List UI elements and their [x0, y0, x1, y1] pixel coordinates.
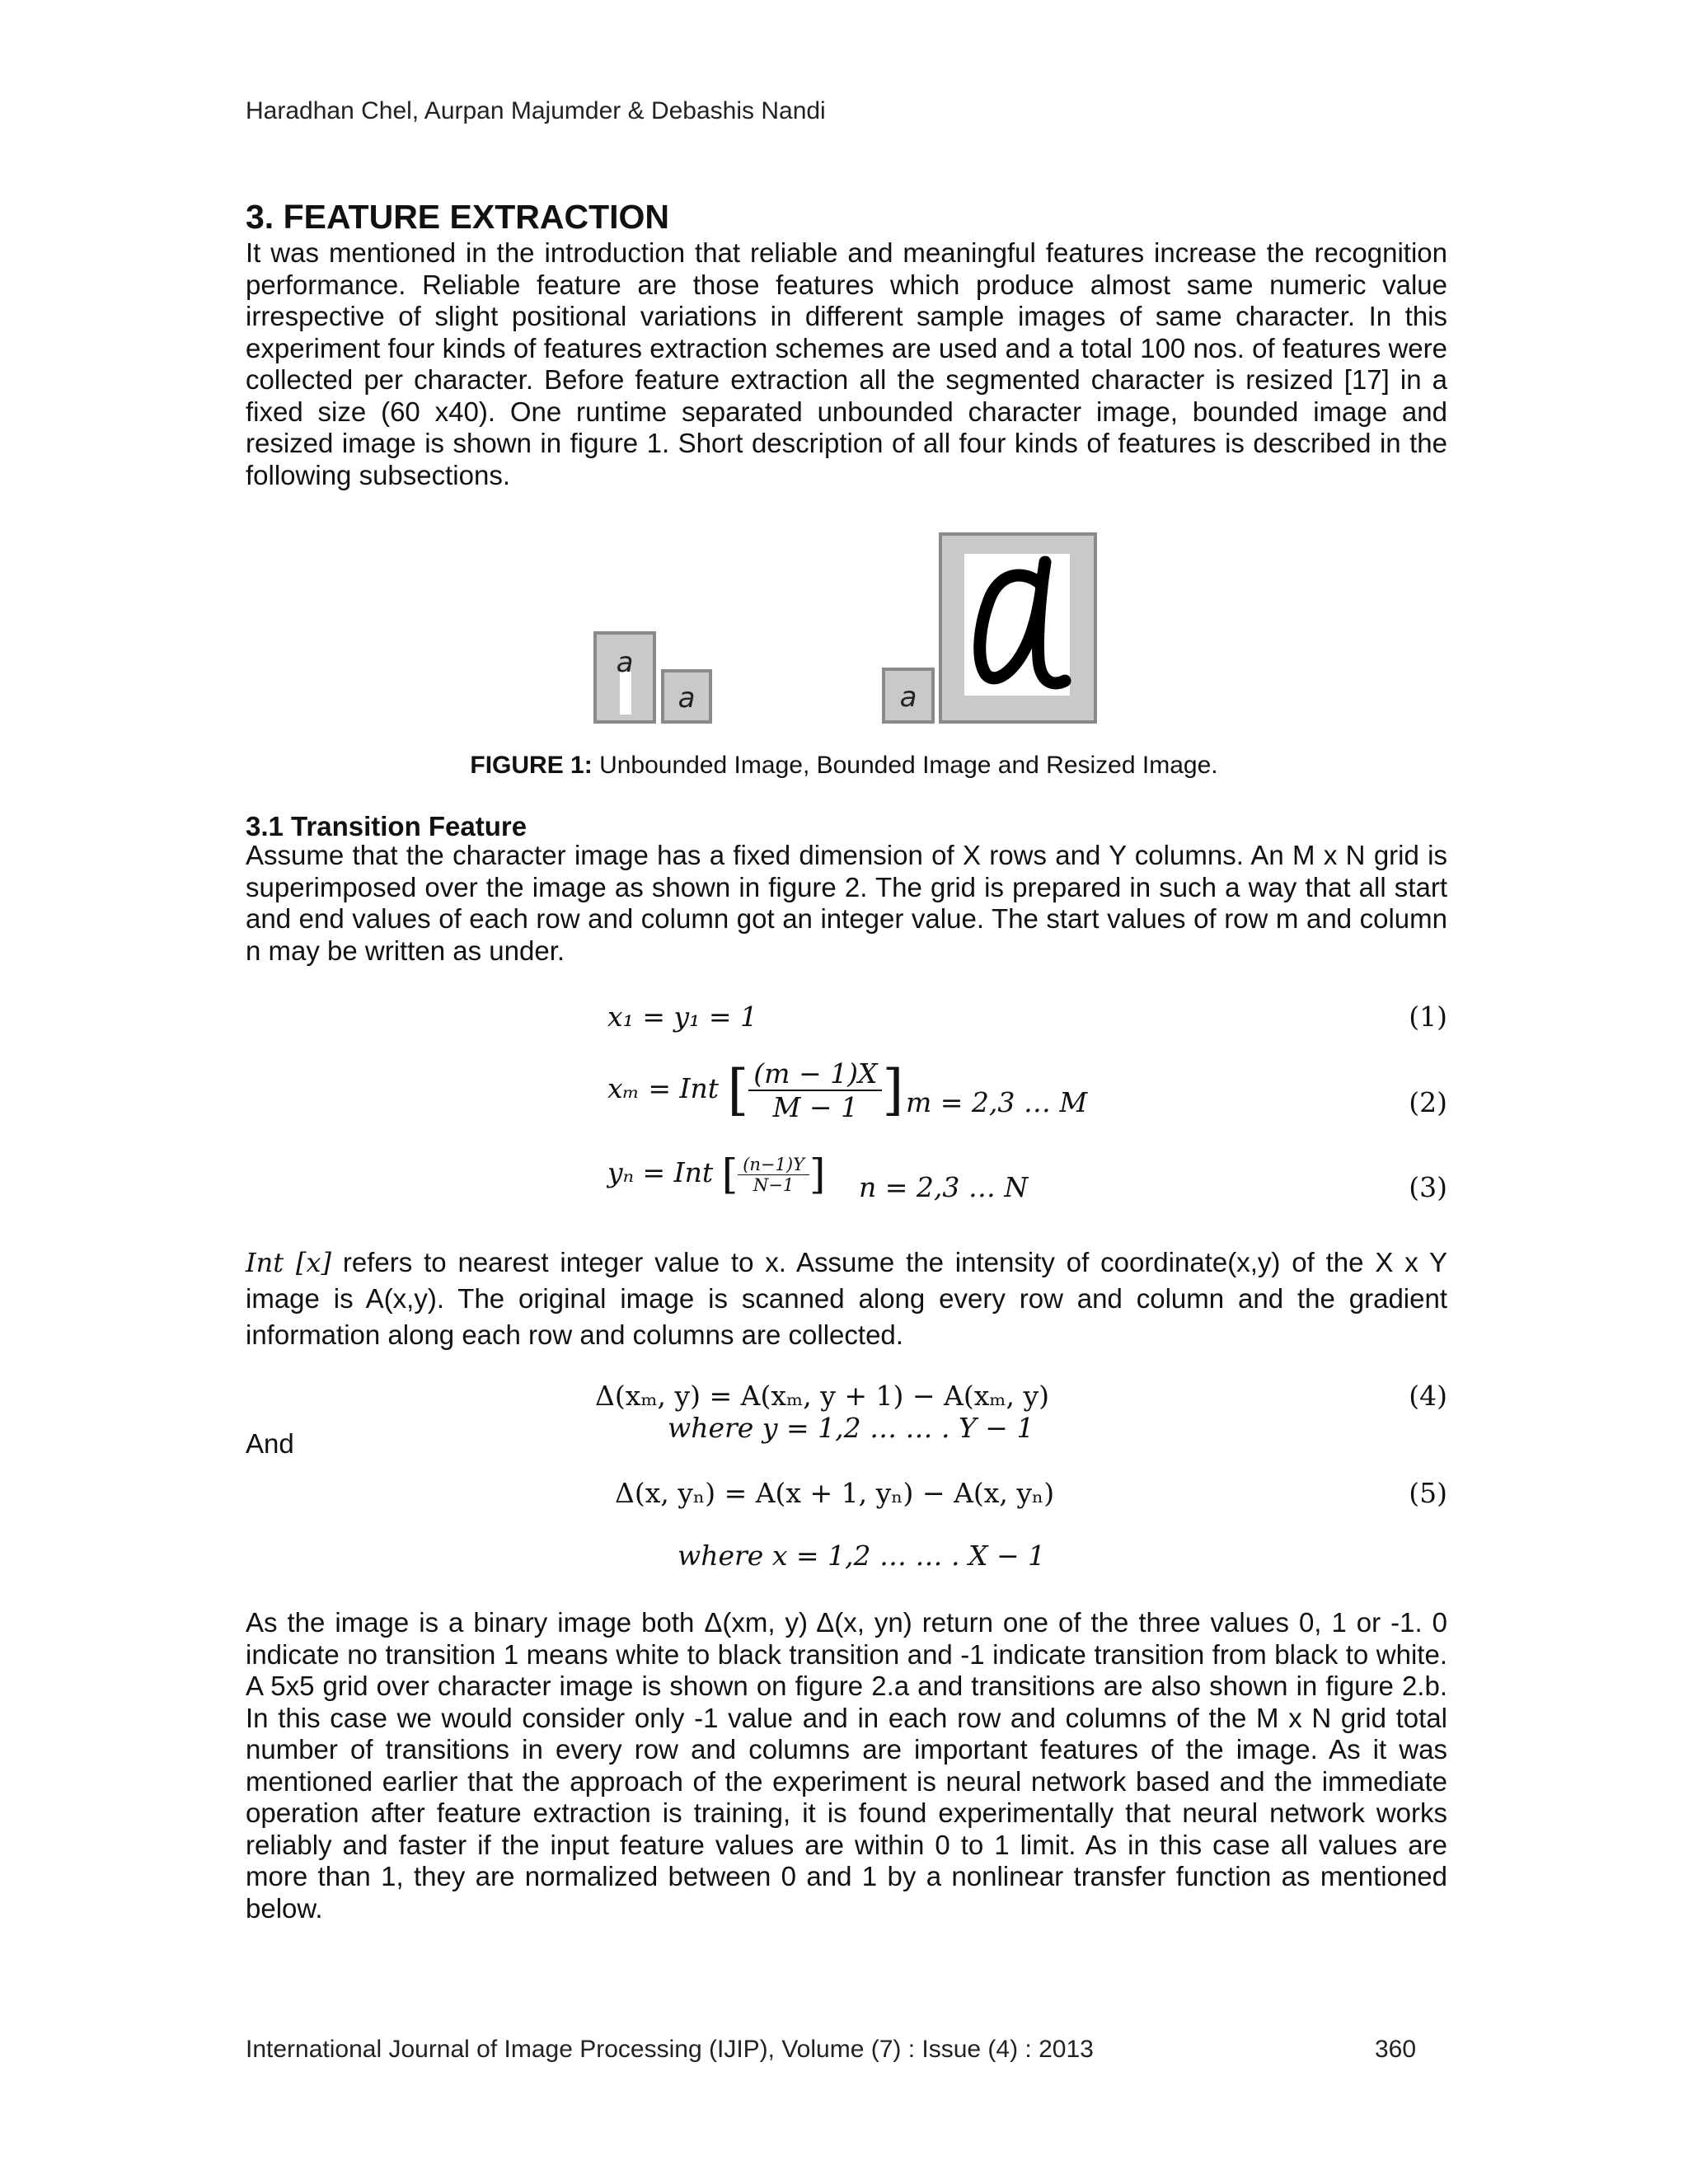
bounded-image [663, 671, 710, 722]
caption-label: FIGURE 1: [470, 752, 593, 779]
eq3-right-bracket: ] [809, 1151, 826, 1198]
unbounded-image [595, 633, 654, 722]
eq3-numerator: (n−1)Y [738, 1155, 809, 1175]
equation-3-range: n = 2,3 … N [859, 1171, 1029, 1203]
running-header: Haradhan Chel, Aurpan Majumder & Debashis Nandi [246, 97, 826, 124]
page-number: 360 [1375, 2036, 1417, 2063]
resized-image [940, 534, 1095, 722]
equation-4: Δ(xₘ, y) = A(xₘ, y + 1) − A(xₘ, y) [595, 1380, 1050, 1412]
section-paragraph-intro: It was mentioned in the introduction that reliable and meaningful features increase the recognition performance. Reliable feature are those features which produce almost same numeric value irrespective of slight positional variations in different sample images of same character. In this experiment four kinds of features extraction schemes are used and a total 100 nos. of features were collected per character. Before feature extraction all the segmented character is resized [17] in a fixed size (60 x40). One runtime separated unbounded character image, bounded image and resized image is shown in figure 1. Short description of all four kinds of features is described in the following subsections. [246, 237, 1447, 490]
equation-1: x₁ = y₁ = 1 [607, 1001, 757, 1033]
equation-2-range: m = 2,3 … M [906, 1086, 1088, 1118]
eq2-numerator: (m − 1)X [748, 1057, 882, 1091]
eq2-left-bracket: [ [727, 1058, 749, 1122]
bounded-glyph: a [678, 682, 696, 715]
section-title: 3. FEATURE EXTRACTION [246, 198, 670, 236]
bounded-image-small [884, 669, 933, 722]
equation-1-number: (1) [1409, 1001, 1447, 1033]
equation-4-number: (4) [1409, 1380, 1447, 1412]
bounded-small-glyph: a [899, 681, 917, 714]
and-label: And [246, 1428, 294, 1459]
subsection-paragraph-3: As the image is a binary image both Δ(xm, y) Δ(x, yn) return one of the three values 0, 1 or -1. 0 indicate no transition 1 means white to black transition and -1 indicate transition from black to white. A 5x5 grid over character image is shown on figure 2.a and transitions are also shown in figure 2.b. In this case we would consider only -1 value and in each row and columns of the M x N grid total number of transitions in every row and columns are important features of the image. As it was mentioned earlier that the approach of the experiment is neural network based and the immediate operation after feature extraction is training, it is found experimentally that neural network works reliably and faster if the input feature values are within 0 to 1 limit. As in this case all values are more than 1, they are normalized between 0 and 1 by a nonlinear transfer function as mentioned below. [246, 1607, 1447, 1924]
equation-5-number: (5) [1409, 1477, 1447, 1509]
equation-5-where: where x = 1,2 … … . X − 1 [678, 1540, 1046, 1572]
eq3-denominator: N−1 [753, 1174, 795, 1195]
eq3-left-bracket: [ [721, 1151, 738, 1198]
footer-journal: International Journal of Image Processing (IJIP), Volume (7) : Issue (4) : 2013 [246, 2036, 1094, 2063]
unbounded-glyph: a [616, 646, 634, 679]
eq2-denominator: M − 1 [772, 1091, 859, 1123]
figure-1 [0, 0, 1688, 742]
equation-3-number: (3) [1409, 1171, 1447, 1203]
eq2-right-bracket: ] [882, 1058, 904, 1122]
equation-2-number: (2) [1409, 1086, 1447, 1118]
eq3-lhs: yₙ = Int [607, 1156, 714, 1188]
equation-2 [607, 1057, 903, 1123]
equation-3 [607, 1151, 826, 1198]
eq2-lhs: xₘ = Int [607, 1072, 720, 1104]
equation-5: Δ(x, yₙ) = A(x + 1, yₙ) − A(x, yₙ) [615, 1477, 1055, 1509]
subsection-title: 3.1 Transition Feature [246, 811, 528, 841]
figure-1-caption [0, 752, 1688, 780]
paragraph-2-text: refers to nearest integer value to x. Assume the intensity of coordinate(x,y) of the X x Y image is A(x,y). The original image is scanned along every row and column and the gradient information along each row and columns are collected. [246, 1247, 1447, 1350]
caption-text: Unbounded Image, Bounded Image and Resized Image. [592, 752, 1218, 779]
subsection-paragraph-2 [246, 1244, 1447, 1353]
subsection-paragraph-1: Assume that the character image has a fixed dimension of X rows and Y columns. An M x N grid is superimposed over the image as shown in figure 2. The grid is prepared in such a way that all start and end values of each row and column got an integer value. The start values of row m and column n may be written as under. [246, 840, 1447, 966]
int-notation: Int [x] [246, 1247, 331, 1278]
equation-4-where: where y = 1,2 … … . Y − 1 [668, 1412, 1034, 1444]
